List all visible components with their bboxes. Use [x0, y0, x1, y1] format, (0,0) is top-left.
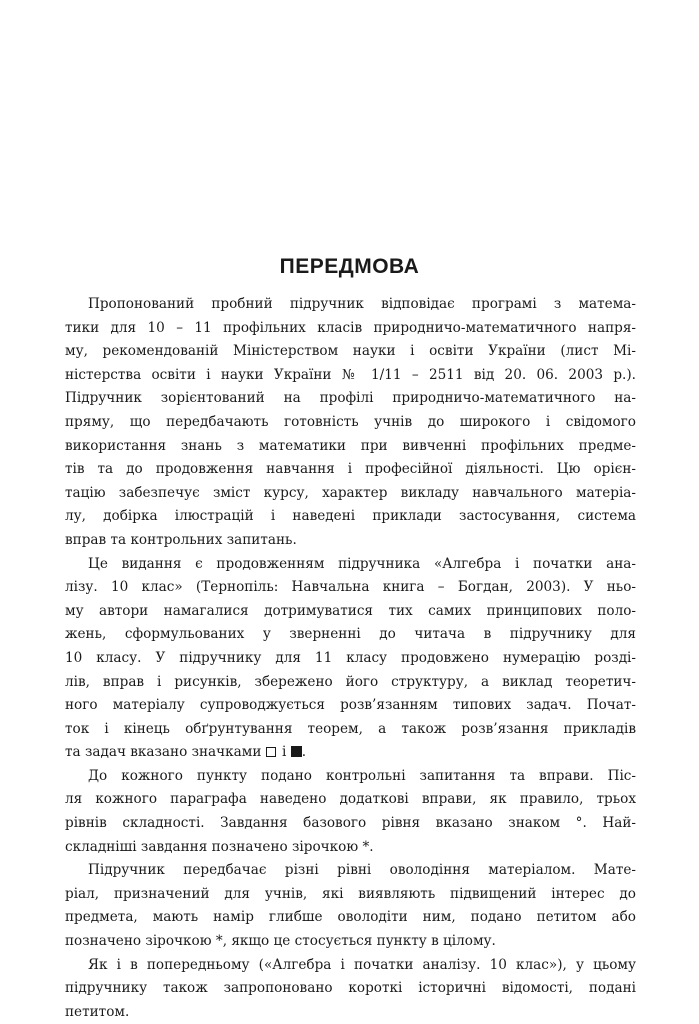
paragraph-1-line-7: використання знань з математики при вивченні профільних предме-	[65, 437, 636, 454]
paragraph-3-line-2: ля кожного параграфа наведено додаткові вправи, як правило, трьох	[65, 791, 636, 808]
paragraph-1-line-4: ністерства освіти і науки України № 1/11 – 2511 від 20. 06. 2003 р.).	[65, 366, 636, 383]
proof-end-square-icon	[291, 746, 302, 757]
paragraph-1-line-9: тацію забезпечує зміст курсу, характер викладу навчального матеріа-	[65, 484, 636, 501]
paragraph-2-line-1: Це видання є продовженням підручника «Алгебра і початки ана-	[88, 555, 636, 572]
paragraph-1-line-5: Підручник зорієнтований на профілі природничо-математичного на-	[65, 390, 636, 407]
paragraph-2-line-9	[65, 741, 636, 765]
paragraph-2-line-3: му автори намагалися дотримуватися тих самих принципових поло-	[65, 602, 636, 619]
paragraph-4-line-4: позначено зірочкою *, якщо це стосується пункту в цілому.	[65, 933, 496, 950]
final-line-mid: і	[282, 744, 287, 761]
paragraph-1-line-1: Пропонований пробний підручник відповідає програмі з матема-	[88, 296, 636, 312]
paragraph-4-line-1: Підручник передбачає різні рівні оволодіння матеріалом. Мате-	[88, 862, 636, 879]
preface-body	[65, 293, 636, 1024]
paragraph-3-line-4: складніші завдання позначено зірочкою *.	[65, 838, 374, 855]
paragraph-1-line-2: тики для 10 – 11 профільних класів природничо-математичного напря-	[65, 319, 636, 336]
paragraph-3-line-3: рівнів складності. Завдання базового рівня вказано знаком °. Най-	[65, 815, 636, 832]
paragraph-4-line-3: предмета, мають намір глибше оволодіти ним, подано петитом або	[65, 909, 636, 926]
paragraph-5-line-1: Як і в попередньому («Алгебра і початки аналізу. 10 клас»), у цьому	[88, 956, 636, 973]
proof-start-square-icon	[266, 747, 276, 757]
paragraph-2-line-7: ного матеріалу супроводжується розв’язанням типових задач. Почат-	[65, 697, 636, 714]
paragraph-2-line-8: ток і кінець обґрунтування теорем, а також розв’язання прикладів	[65, 720, 636, 737]
paragraph-3-line-1: До кожного пункту подано контрольні запитання та вправи. Піс-	[88, 767, 636, 784]
paragraph-1-line-8: тів та до продовження навчання і професійної діяльності. Цю орієн-	[65, 461, 636, 478]
final-line-prefix: та задач вказано значками	[65, 744, 262, 761]
paragraph-1-line-10: лу, добірка ілюстрацій і наведені приклади застосування, система	[65, 508, 636, 525]
paragraph-2-line-6: лів, вправ і рисунків, збережено його структуру, а виклад теоретич-	[65, 673, 636, 690]
paragraph-1-line-11: вправ та контрольних запитань.	[65, 531, 297, 548]
paragraph-2-line-4: жень, сформульованих у зверненні до читача в підручнику для	[65, 626, 636, 643]
paragraph-4-line-2: ріал, призначений для учнів, які виявляють підвищений інтерес до	[65, 885, 636, 902]
paragraph-1-line-6: пряму, що передбачають готовність учнів до широкого і свідомого	[65, 413, 636, 430]
paragraph-1-line-3: му, рекомендованій Міністерством науки і освіти України (лист Мі-	[65, 343, 636, 360]
paragraph-5-line-3: петитом.	[65, 1003, 130, 1020]
page-title: ПЕРЕДМОВА	[279, 255, 420, 278]
paragraph-5-line-2: підручнику також запропоновано короткі історичні відомості, подані	[65, 980, 636, 997]
paragraph-2-line-5: 10 класу. У підручнику для 11 класу продовжено нумерацію розді-	[65, 649, 636, 666]
final-line-suffix: .	[301, 744, 307, 761]
paragraph-2-line-2: лізу. 10 клас» (Тернопіль: Навчальна книга – Богдан, 2003). У ньо-	[65, 579, 636, 596]
